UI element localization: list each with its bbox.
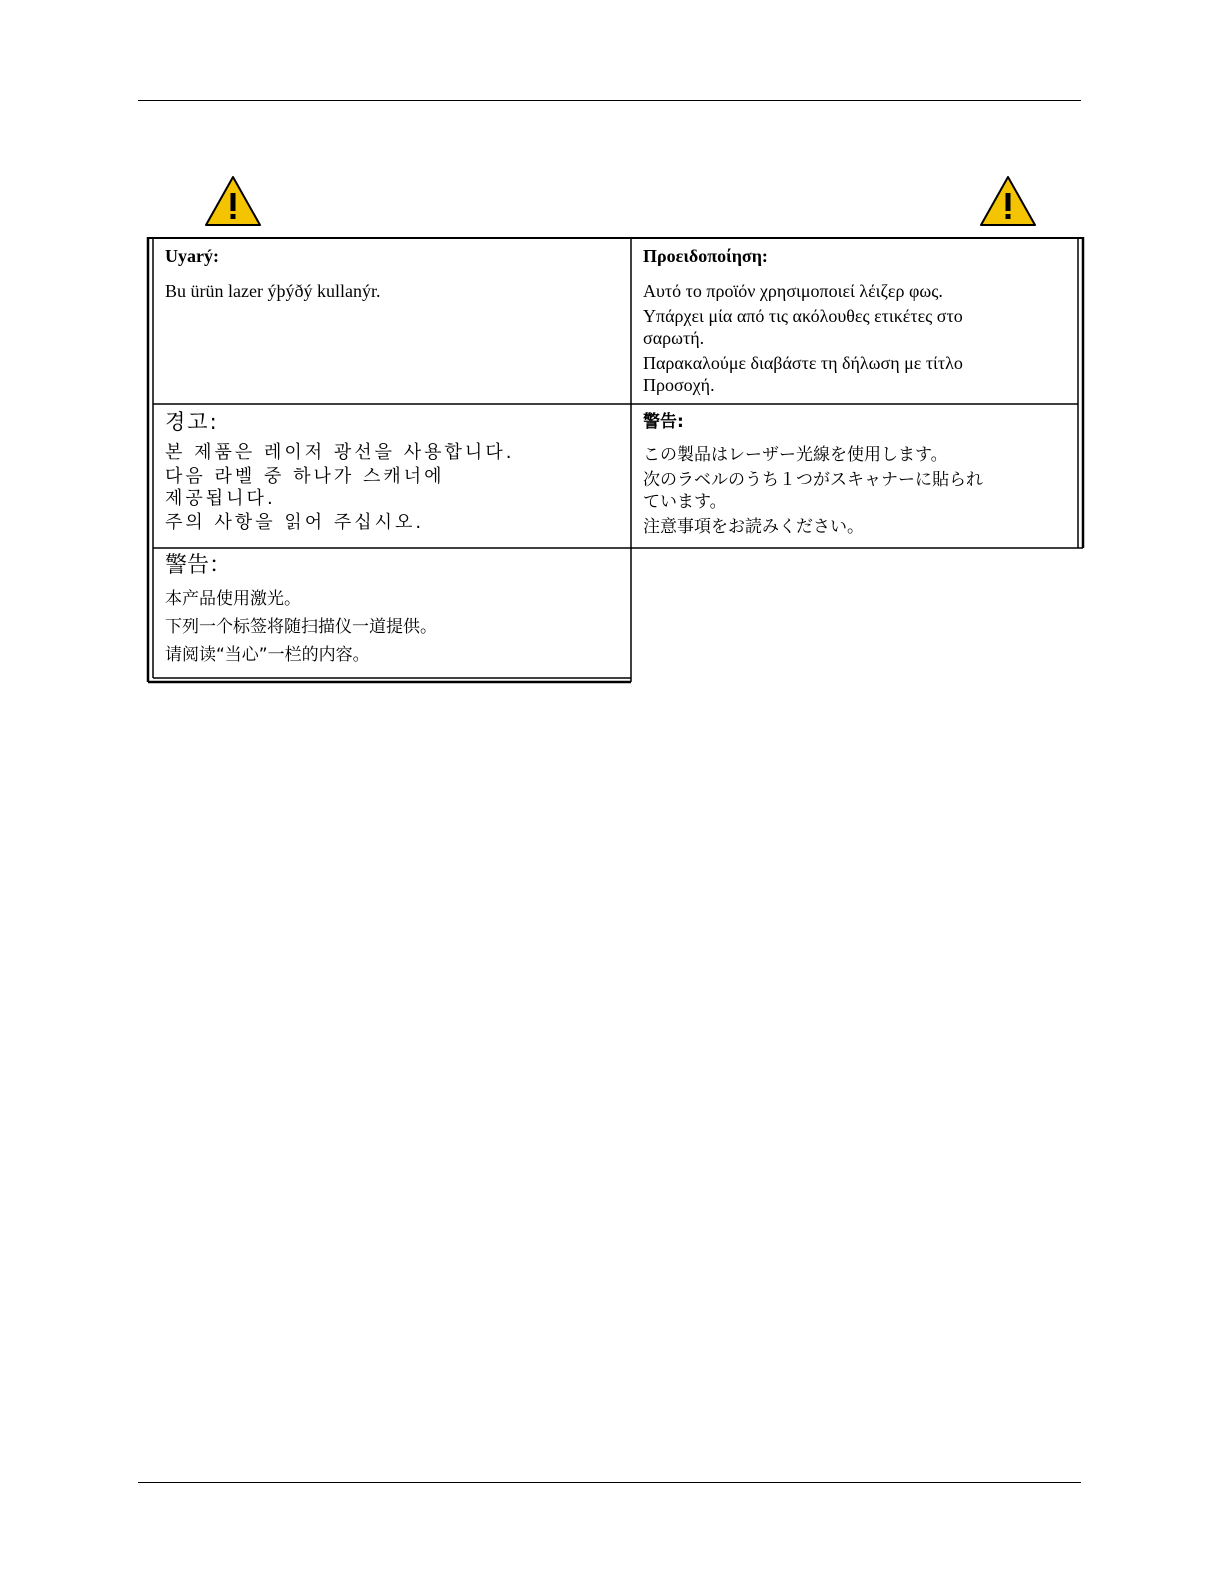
warning-cell-korean <box>153 404 631 548</box>
warning-cell-turkish <box>153 238 631 404</box>
warning-line: Αυτό το προϊόν χρησιμοποιεί λέιζερ φως. <box>643 281 943 301</box>
warning-line: 다음 라벨 중 하나가 스캐너에 제공됩니다. <box>165 466 445 509</box>
warning-cell-chinese <box>153 548 631 678</box>
warning-line: 본 제품은 레이저 광선을 사용합니다. <box>165 442 515 463</box>
warning-title-greek: Προειδοποίηση: <box>643 246 768 266</box>
warning-line: Bu ürün lazer ýþýðý kullanýr. <box>165 281 381 301</box>
warning-cell-greek <box>631 238 1075 404</box>
warning-line: 本产品使用激光。 <box>165 589 301 609</box>
warning-line: 次のラベルのうち１つがスキャナーに貼られています。 <box>643 470 983 512</box>
warning-title-chinese: 警告： <box>165 553 232 578</box>
warning-line: この製品はレーザー光線を使用します。 <box>643 445 948 465</box>
warning-line: Υπάρχει μία από τις ακόλουθες ετικέτες στο σαρωτή. <box>643 306 963 348</box>
warning-line: Παρακαλούμε διαβάστε τη δήλωση με τίτλο Προσοχή. <box>643 353 963 395</box>
warning-title-japanese: 警告: <box>643 412 684 432</box>
warning-line: 请阅读“当心”一栏的内容。 <box>165 645 370 665</box>
warning-title-korean: 경고: <box>165 410 219 434</box>
warning-title-turkish: Uyarý: <box>165 246 219 266</box>
footer-rule <box>138 1482 1081 1483</box>
warning-line: 주의 사항을 읽어 주십시오. <box>165 512 425 533</box>
warning-cell-japanese <box>631 404 1075 548</box>
warning-line: 注意事項をお読みください。 <box>643 517 864 537</box>
warning-line: 下列一个标签将随扫描仪一道提供。 <box>165 617 437 637</box>
